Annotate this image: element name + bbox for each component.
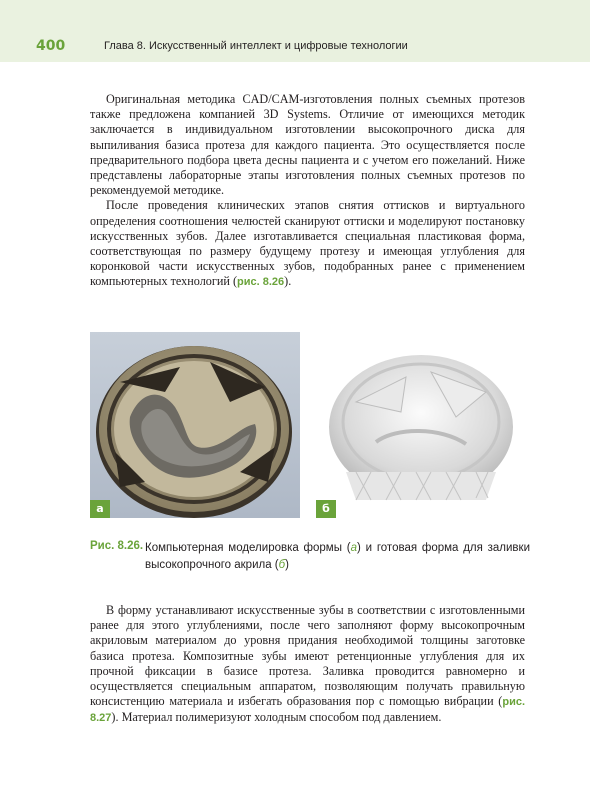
paragraph-2-end: ).: [284, 274, 292, 289]
figure-reference-8-26[interactable]: рис. 8.26: [237, 276, 285, 289]
caption-part-1: Компьютерная моделировка формы (: [145, 542, 351, 554]
figure-caption-title: Рис. 8.26.: [90, 540, 144, 552]
figure-label-a: а: [90, 500, 110, 518]
caption-ref-a: а: [350, 542, 358, 554]
paragraph-2: [90, 198, 525, 290]
cad-model-illustration: [90, 332, 300, 518]
paragraph-3-end: ). Материал полимеризуют холодным способом под давлением.: [111, 710, 442, 725]
paragraph-1: Оригинальная методика CAD/CAM-изготовления полных съемных протезов также предложена компанией 3D Systems. Отличие от имеющихся методик заключается в индивидуальном изготовлении высокопрочного диска для выпиливания базиса протеза для каждого пациента. Это осуществляется после предварительного подбора цвета десны пациента и с учетом его пожеланий. Ниже представлены лабораторные этапы изготовления полных съемных протезов по рекомендуемой методике.: [90, 92, 525, 198]
figure-reference-8-27[interactable]: рис. 8.27: [90, 696, 525, 725]
page-number-box: [0, 0, 90, 62]
text-block-bottom: [90, 603, 525, 727]
page-number: 400: [36, 38, 66, 54]
paragraph-3: [90, 603, 525, 727]
text-block-top: [90, 92, 525, 291]
printed-form-illustration: [316, 332, 526, 518]
caption-ref-b: б: [278, 559, 286, 571]
figure-label-b: б: [316, 500, 336, 518]
caption-part-3: ): [285, 559, 289, 571]
chapter-title: Глава 8. Искусственный интеллект и цифровые технологии: [104, 40, 408, 52]
paragraph-2-text: После проведения клинических этапов снятия оттисков и виртуального определения соотношения челюстей сканируют оттиски и моделируют постановку искусственных зубов. Далее изготавливается специальная пластиковая форма, соответствующая по размеру будущему протезу и имеющая углубления для коронковой части искусственных зубов, подобранных ранее с применением компьютерных технологий (: [90, 198, 525, 289]
paragraph-3-text: В форму устанавливают искусственные зубы в соответствии с изготовленными ранее для этого углублениями, после чего заполняют форму высокопрочным акриловым материалом до уровня придания необходимой толщины заготовке базиса протеза. Композитные зубы имеют ретенционные углубления для их прочной фиксации в базисе протеза. Заливка проводится равномерно и осуществляется специальным аппаратом, позволяющим получать правильную консистенцию материала и избегать образования пор с помощью вибрации (: [90, 603, 525, 709]
figure-image-b: [316, 332, 526, 518]
caption-part-2: ) и готовая форма для заливки высокопрочного акрила (: [145, 542, 530, 571]
figure-image-a: [90, 332, 300, 518]
figure-caption: [145, 540, 530, 574]
